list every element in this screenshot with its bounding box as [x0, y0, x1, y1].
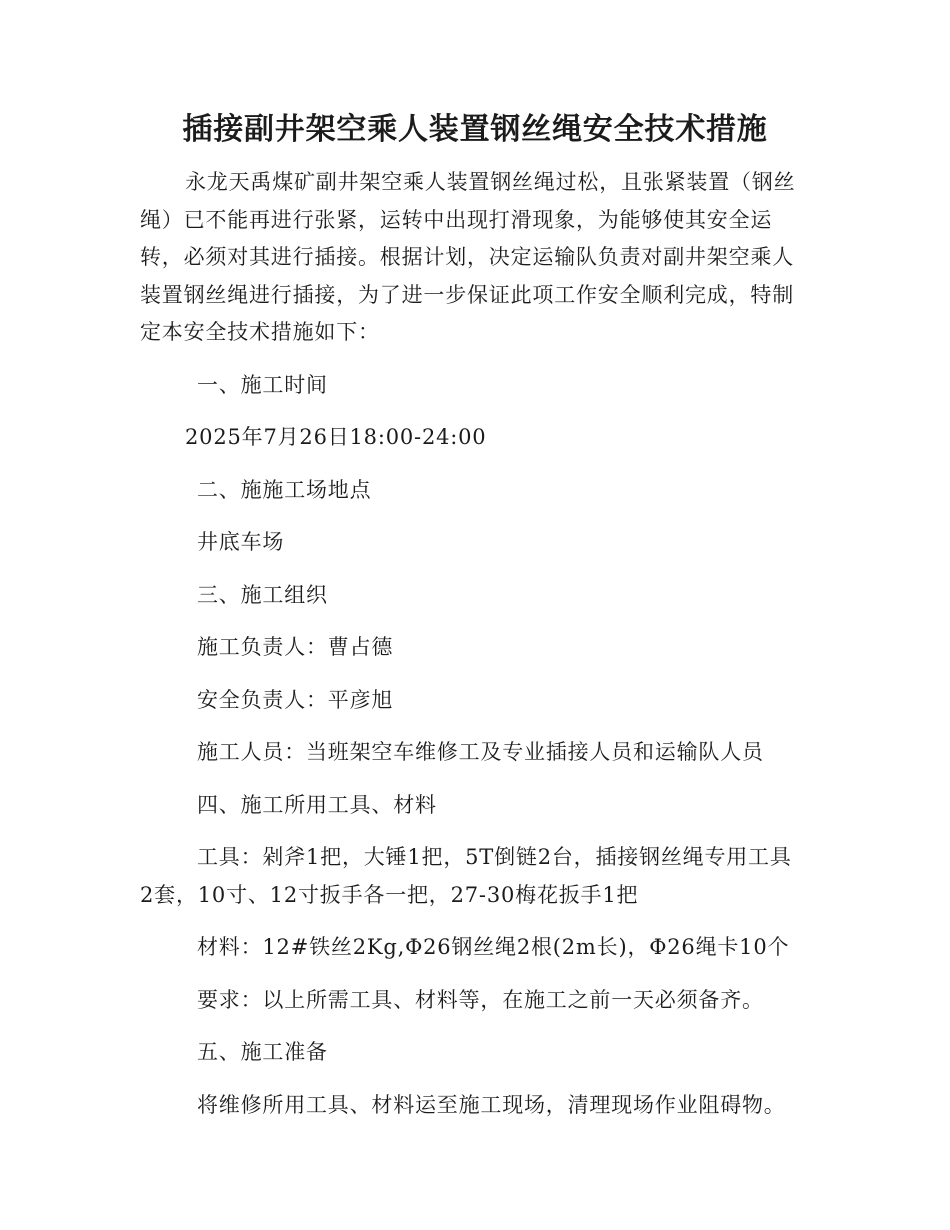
construction-location: 井底车场: [197, 530, 285, 554]
section-heading-time: 一、施工时间: [197, 372, 328, 397]
section-heading-organization: 三、施工组织: [197, 582, 328, 607]
section-heading-location: 二、施施工场地点: [197, 477, 372, 502]
safety-leader: 安全负责人：平彦旭: [197, 687, 394, 712]
document-body: [140, 164, 805, 1139]
construction-leader: 施工负责人：曹占德: [197, 635, 394, 659]
intro-paragraph: 永龙天禹煤矿副井架空乘人装置钢丝绳过松，且张紧装置（钢丝绳）已不能再进行张紧，运转中出现打滑现象，为能够使其安全运转，必须对其进行插接。根据计划，决定运输队负责对副井架空乘人装置钢丝绳进行插接，为了进一步保证此项工作安全顺利完成，特制定本安全技术措施如下：: [140, 170, 796, 344]
preparation-text: 将维修所用工具、材料运至施工现场，清理现场作业阻碍物。: [197, 1092, 786, 1117]
construction-personnel: 施工人员：当班架空车维修工及专业插接人员和运输队人员: [197, 740, 764, 764]
section-heading-tools-materials: 四、施工所用工具、材料: [197, 792, 437, 817]
section-heading-preparation: 五、施工准备: [197, 1040, 328, 1064]
tools-list: 工具：剁斧1把，大锤1把，5T倒链2台，插接钢丝绳专用工具2套，10寸、12寸扳手各一把，27-30梅花扳手1把: [140, 845, 792, 907]
document-title: 插接副井架空乘人装置钢丝绳安全技术措施: [182, 112, 768, 147]
requirements-note: 要求：以上所需工具、材料等，在施工之前一天必须备齐。: [197, 987, 764, 1012]
construction-time: 2025年7月26日18:00-24:00: [185, 425, 487, 449]
materials-list: 材料：12#铁丝2Kg,Φ26钢丝绳2根(2m长)，Φ26绳卡10个: [197, 935, 790, 959]
